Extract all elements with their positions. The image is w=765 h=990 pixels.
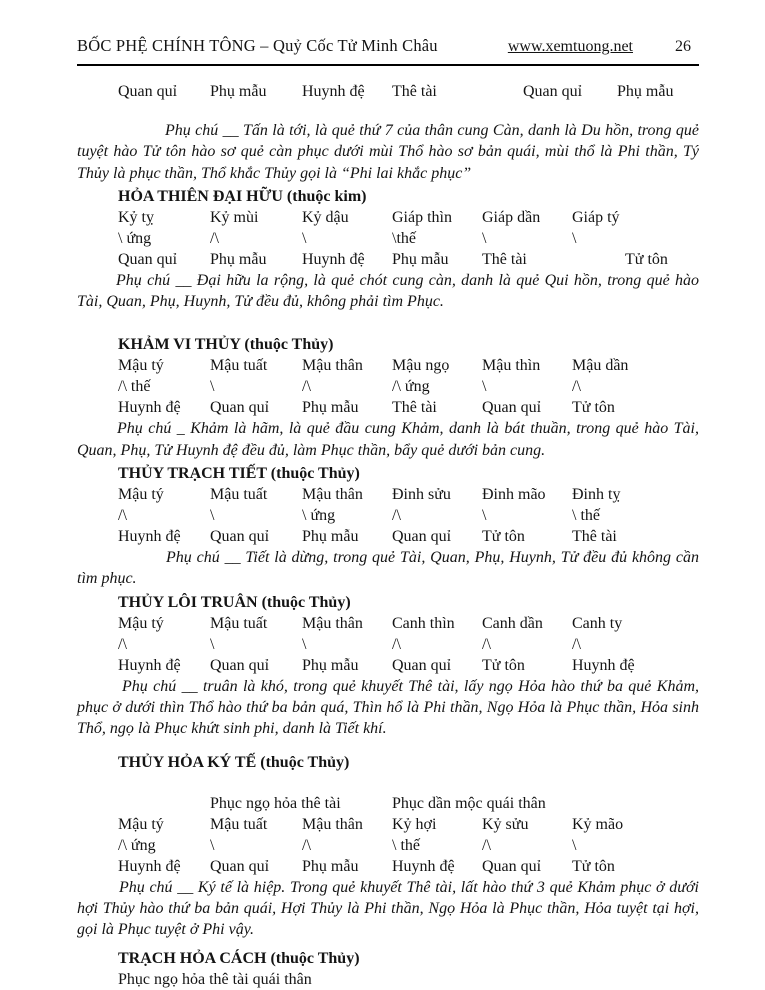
- relation-cell: Phụ mẫu: [302, 857, 359, 875]
- stem-branch-cell: Mậu thân: [302, 614, 363, 632]
- relation-cell: Quan quỉ: [118, 83, 178, 100]
- relation-cell: Tử tôn: [625, 250, 668, 268]
- line-mark-cell: \: [210, 836, 215, 854]
- line-marks-row: [77, 376, 699, 397]
- section-title: KHẢM VI THỦY (thuộc Thủy): [118, 336, 334, 354]
- section-title: HỎA THIÊN ĐẠI HỮU (thuộc kim): [118, 187, 367, 205]
- stem-branch-cell: Kỷ dậu: [302, 208, 349, 226]
- relations-row: [77, 397, 699, 418]
- line-mark-cell: \: [302, 229, 307, 247]
- stem-branch-cell: Đinh tỵ: [572, 486, 621, 504]
- relations-row: [77, 249, 699, 270]
- line-mark-cell: /\ ứng: [118, 836, 156, 854]
- relation-cell: Thê tài: [482, 250, 527, 268]
- stems-row: [77, 207, 699, 228]
- relation-cell: Huynh đệ: [572, 656, 635, 674]
- hidden-spirit-label: Phục ngọ hỏa thê tài: [210, 794, 341, 812]
- section-title: THỦY LÔI TRUÂN (thuộc Thủy): [118, 593, 351, 611]
- line-mark-cell: \: [302, 635, 307, 653]
- line-mark-cell: /\: [482, 836, 491, 854]
- document-title: BỐC PHỆ CHÍNH TÔNG – Quỷ Cốc Tử Minh Châu: [77, 36, 438, 55]
- relation-cell: Quan quỉ: [210, 656, 270, 674]
- stem-branch-cell: Mậu tý: [118, 357, 164, 375]
- relation-cell: Huynh đệ: [118, 857, 181, 875]
- relation-cell: Phụ mẫu: [302, 399, 359, 417]
- stem-branch-cell: Mậu thân: [302, 357, 363, 375]
- line-marks-row: [77, 835, 699, 856]
- relation-cell: Quan quỉ: [210, 399, 270, 417]
- stem-branch-cell: Mậu thân: [302, 815, 363, 833]
- stem-branch-cell: Đinh sửu: [392, 486, 451, 504]
- hidden-spirit-row: [77, 793, 699, 814]
- relation-cell: Huynh đệ: [118, 528, 181, 546]
- stems-row: [77, 355, 699, 376]
- relation-cell: Thê tài: [392, 83, 437, 100]
- relation-cell: Quan quỉ: [210, 528, 270, 546]
- relation-cell: Quan quỉ: [392, 656, 452, 674]
- line-mark-cell: \: [572, 836, 577, 854]
- line-mark-cell: \thế: [392, 229, 416, 247]
- line-mark-cell: /\: [302, 836, 311, 854]
- relation-cell: Tử tôn: [572, 857, 615, 875]
- section-footnote: Phụ chú __ Tiết là dừng, trong quẻ Tài, Quan, Phụ, Huynh, Tử đều đủ không cần tìm phục.: [77, 549, 699, 588]
- relation-cell: Phụ mẫu: [210, 83, 267, 100]
- stem-branch-cell: Canh dần: [482, 614, 543, 632]
- intro-footnote: Phụ chú __ Tấn là tới, là quẻ thứ 7 của thân cung Càn, danh là Du hồn, trong quẻ tuyệt hào Tử tôn hào sơ quẻ càn phục dưới mùi Thổ hào sơ bản quái, mùi thổ là Phi thần, Tý Thủy là phục thần, Thổ khắc Thủy gọi là “Phi lai khắc phục”: [77, 122, 699, 182]
- section-title: TRẠCH HỎA CÁCH (thuộc Thủy): [118, 950, 360, 968]
- line-mark-cell: \: [482, 229, 487, 247]
- line-mark-cell: \ ứng: [302, 507, 336, 525]
- relation-cell: Huynh đệ: [392, 857, 455, 875]
- section-title: THỦY HỎA KÝ TẾ (thuộc Thủy): [118, 753, 350, 771]
- stem-branch-cell: Mậu tuất: [210, 486, 268, 504]
- line-mark-cell: /\: [482, 635, 491, 653]
- line-marks-row: [77, 634, 699, 655]
- relation-cell: Quan quỉ: [210, 857, 270, 875]
- section-footnote: Phụ chú __ Đại hữu la rộng, là quẻ chót cung càn, danh là quẻ Qui hồn, trong quẻ hào Tài, Quan, Phụ, Huynh, Tử đều đủ, không phải tìm Phục.: [77, 271, 699, 311]
- stem-branch-cell: Kỷ sửu: [482, 815, 529, 833]
- line-mark-cell: \ ứng: [118, 229, 152, 247]
- line-mark-cell: \ thế: [392, 836, 420, 854]
- stem-branch-cell: Canh ty: [572, 614, 623, 632]
- line-mark-cell: /\: [572, 378, 581, 396]
- relation-cell: Huynh đệ: [118, 656, 181, 674]
- relation-cell: Quan quỉ: [482, 399, 542, 417]
- line-mark-cell: \: [482, 507, 487, 525]
- stems-row: [77, 613, 699, 634]
- relation-cell: Phụ mẫu: [210, 250, 267, 268]
- relation-cell: Huynh đệ: [118, 399, 181, 417]
- line-mark-cell: \ thế: [572, 507, 600, 525]
- relation-cell: Quan quỉ: [392, 528, 452, 546]
- page-number: 26: [675, 38, 691, 55]
- relation-cell: Phụ mẫu: [302, 528, 359, 546]
- stem-branch-cell: Mậu thìn: [482, 357, 541, 375]
- hidden-spirit-line: Phục ngọ hỏa thê tài quái thân: [118, 971, 312, 989]
- line-marks-row: [77, 505, 699, 526]
- line-mark-cell: /\: [118, 635, 127, 653]
- relation-cell: Quan quỉ: [482, 857, 542, 875]
- stem-branch-cell: Kỷ mão: [572, 815, 624, 833]
- stem-branch-cell: Mậu tuất: [210, 357, 268, 375]
- relation-cell: Phụ mẫu: [617, 83, 674, 100]
- stems-row: [77, 484, 699, 505]
- carryover-relations-row: [77, 81, 699, 102]
- relations-row: [77, 856, 699, 877]
- stem-branch-cell: Mậu dần: [572, 357, 629, 375]
- stem-branch-cell: Mậu tý: [118, 815, 164, 833]
- relation-cell: Tử tôn: [482, 656, 525, 674]
- relation-cell: Quan quỉ: [523, 83, 583, 100]
- stem-branch-cell: Mậu ngọ: [392, 357, 450, 375]
- stem-branch-cell: Đinh mão: [482, 486, 546, 504]
- line-mark-cell: /\: [210, 229, 219, 247]
- section-title: THỦY TRẠCH TIẾT (thuộc Thủy): [118, 465, 360, 483]
- line-mark-cell: /\: [392, 635, 401, 653]
- relations-row: [77, 655, 699, 676]
- line-mark-cell: \: [210, 378, 215, 396]
- hexagram-section-tiet: [77, 463, 699, 590]
- relation-cell: Quan quỉ: [118, 250, 178, 268]
- relation-cell: Thê tài: [392, 399, 437, 417]
- stem-branch-cell: Giáp thìn: [392, 208, 452, 226]
- stems-row: [77, 814, 699, 835]
- website-link[interactable]: www.xemtuong.net: [507, 38, 633, 55]
- hexagram-section-kham: [77, 334, 699, 461]
- line-mark-cell: \: [572, 229, 577, 247]
- relation-cell: Phụ mẫu: [302, 656, 359, 674]
- hexagram-section-ky-te: [77, 752, 699, 941]
- hidden-spirit-label: Phục dần mộc quái thân: [392, 794, 546, 812]
- relation-cell: Huynh đệ: [302, 83, 365, 100]
- line-mark-cell: \: [482, 378, 487, 396]
- hexagram-section-cach: [77, 948, 699, 990]
- line-marks-row: [77, 228, 699, 249]
- stem-branch-cell: Mậu tý: [118, 614, 164, 632]
- hexagram-section-dai-huu: [77, 186, 699, 313]
- relation-cell: Phụ mẫu: [392, 250, 449, 268]
- line-mark-cell: \: [210, 507, 215, 525]
- relation-cell: Tử tôn: [572, 399, 615, 417]
- line-mark-cell: /\: [302, 378, 311, 396]
- stem-branch-cell: Giáp tý: [572, 208, 620, 226]
- relations-row: [77, 526, 699, 547]
- page-header: [77, 36, 699, 66]
- line-mark-cell: /\ thế: [118, 378, 151, 396]
- relation-cell: Huynh đệ: [302, 250, 365, 268]
- stem-branch-cell: Canh thìn: [392, 614, 455, 632]
- line-mark-cell: /\: [572, 635, 581, 653]
- stem-branch-cell: Mậu thân: [302, 486, 363, 504]
- stem-branch-cell: Mậu tuất: [210, 614, 268, 632]
- stem-branch-cell: Kỷ hợi: [392, 815, 437, 833]
- relation-cell: Thê tài: [572, 528, 617, 546]
- stem-branch-cell: Kỷ mùi: [210, 208, 259, 226]
- hexagram-section-truan: [77, 592, 699, 740]
- stem-branch-cell: Mậu tý: [118, 486, 164, 504]
- stem-branch-cell: Mậu tuất: [210, 815, 268, 833]
- relation-cell: Tử tôn: [482, 528, 525, 546]
- section-footnote: Phụ chú __ Ký tế là hiệp. Trong quẻ khuyết Thê tài, lất hào thứ 3 quẻ Khảm phục ở dưới hợi Thủy hào thứ ba bản quái, Hợi Thủy là Phi thần, Ngọ Hỏa là Phục thần, Hỏa tuyệt tại hợi, gọi là Phục tuyệt ở Phi vậy.: [77, 878, 699, 939]
- stem-branch-cell: Kỷ tỵ: [118, 208, 154, 226]
- hexagram-sections: [77, 186, 699, 990]
- line-mark-cell: /\: [118, 507, 127, 525]
- stem-branch-cell: Giáp dần: [482, 208, 541, 226]
- section-footnote: Phụ chú _ Khảm là hãm, là quẻ đầu cung Khảm, danh là bát thuần, trong quẻ hào Tài, Quan, Phụ, Tử Huynh đệ đều đủ, làm Phục thần, bẩy quẻ dưới bản cung.: [77, 420, 699, 459]
- line-mark-cell: \: [210, 635, 215, 653]
- line-mark-cell: /\ ứng: [392, 378, 430, 396]
- section-footnote: Phụ chú __ truân là khó, trong quẻ khuyết Thê tài, lấy ngọ Hỏa hào thứ ba quẻ Khảm, phục ở dưới thìn Thổ hào thứ ba bản quá, Thìn hổ là Phi thần, Ngọ Hỏa là Phục thần, Hỏa sinh Thổ, ngọ là Phục khứt sinh phi, danh là Tiết khí.: [77, 677, 699, 738]
- line-mark-cell: /\: [392, 507, 401, 525]
